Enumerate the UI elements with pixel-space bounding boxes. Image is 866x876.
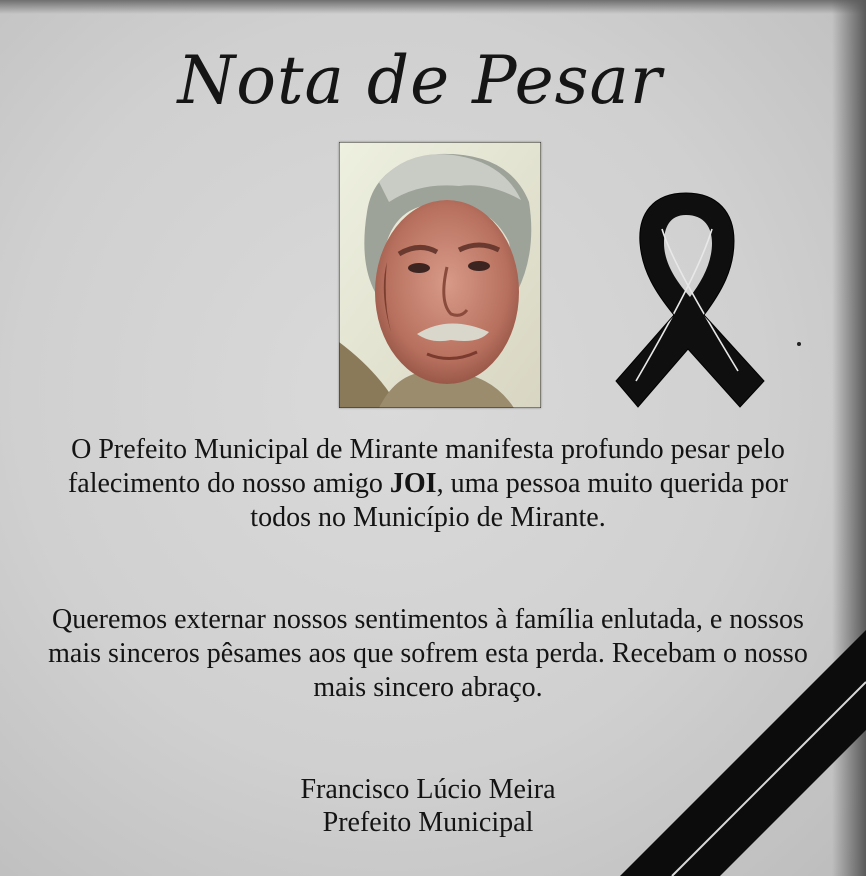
portrait-photo	[339, 142, 541, 408]
top-shadow	[0, 0, 866, 14]
mourning-corner-band	[620, 630, 866, 876]
deceased-name: JOI	[389, 468, 437, 499]
condolence-paragraph	[40, 433, 816, 535]
signer-name: Francisco Lúcio Meira	[300, 774, 556, 805]
paragraph-text-start: O Prefeito Municipal de Mirante manifesta profundo pesar pelo falecimento do nosso amigo	[67, 434, 785, 499]
signer-role: Prefeito Municipal	[322, 807, 534, 838]
page-title: Nota de Pesar	[177, 42, 663, 119]
paragraph-text-end: , uma pessoa muito querida por todos no Município de Mirante.	[250, 468, 789, 533]
mourning-ribbon-icon	[600, 185, 776, 411]
speck	[797, 342, 801, 346]
sympathy-paragraph: Queremos externar nossos sentimentos à família enlutada, e nossos mais sinceros pêsames aos que sofrem esta perda. Recebam o nosso mais sincero abraço.	[48, 604, 808, 703]
